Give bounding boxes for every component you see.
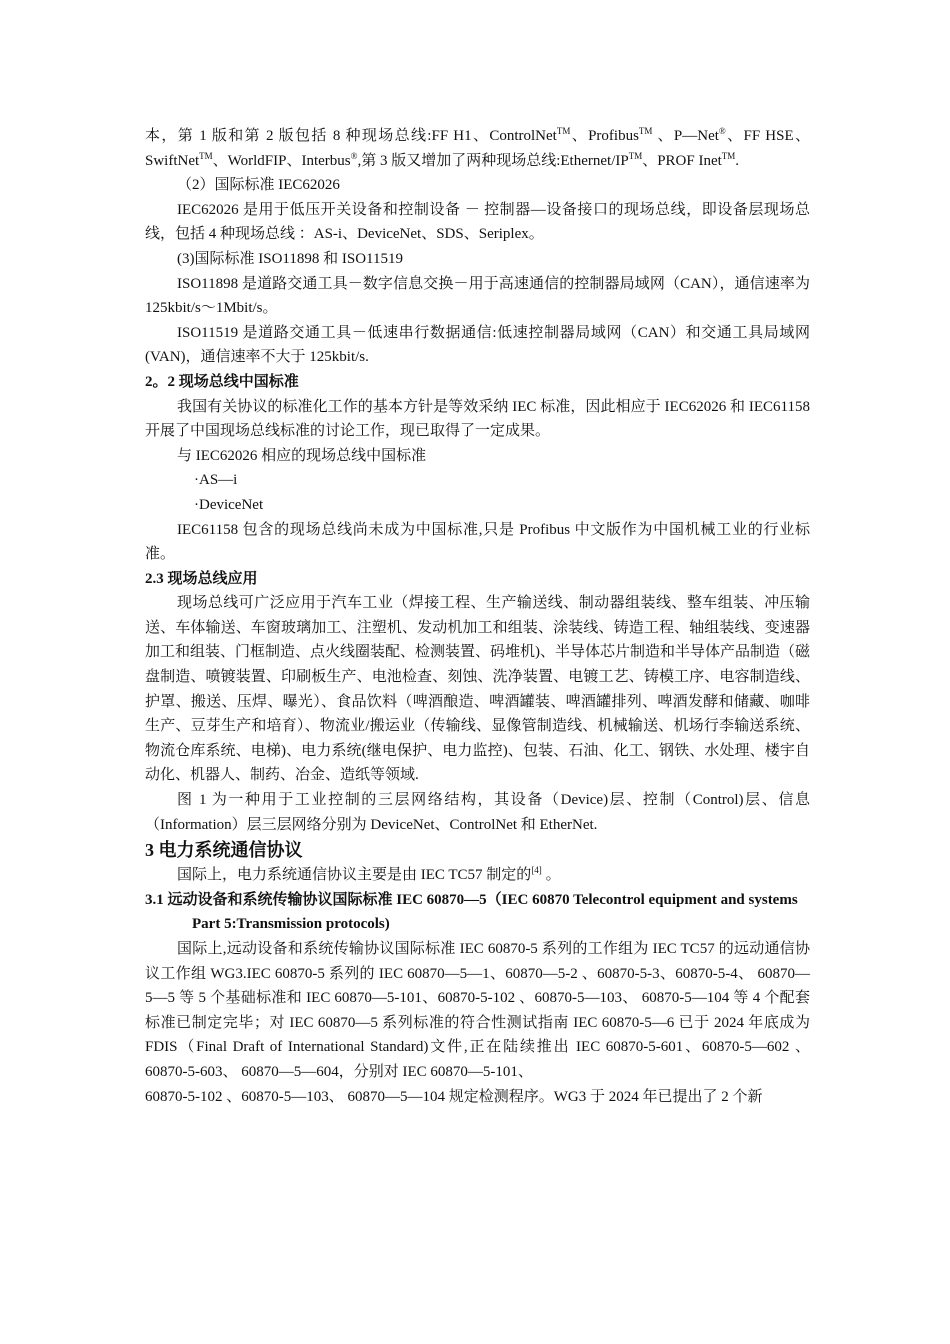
subsection-heading: 2。2 现场总线中国标准 (145, 373, 299, 390)
text-run: 、FF HSE、SwiftNet (145, 128, 810, 169)
body-paragraph: IEC62026 是用于低压开关设备和控制设备 － 控制器—设备接口的现场总线，即设备层现场总线，包括 4 种现场总线 ：AS-i、DeviceNet、SDS、Seriplex。 (145, 201, 810, 243)
body-paragraph: 现场总线可广泛应用于汽车工业（焊接工程、生产输送线、制动器组装线、整车组装、冲压输送、车体输送、车窗玻璃加工、注塑机、发动机加工和组装、涂装线、铸造工程、轴组装线、变速器加工和组装、门框制造、点火线圈装配、检测装置、码堆机)、半导体芯片制造和半导体产品制造（磁盘制造、喷镀装置、印刷板生产、电池检查、刻蚀、洗净装置、电镀工艺、铸模工序、电容制造线、护罩、搬送、压焊、曝光）、食品饮料（啤酒酿造、啤酒罐装、啤酒罐排列、啤酒发酵和储藏、咖啡生产、豆芽生产和培育）、物流业/搬运业（传输线、显像管制造线、机械输送、机场行李输送系统、物流仓库系统、电梯)、电力系统(继电保护、电力监控)、包装、石油、化工、钢铁、水处理、楼宇自动化、机器人、制药、冶金、造纸等领域. (145, 595, 810, 784)
subsection-heading: 3.1 远动设备和系统传输协议国际标准 IEC 60870—5（IEC 60870 Telecontrol equipment and systems Part 5:Transmission protocols) (145, 891, 798, 933)
superscript: TM (628, 150, 643, 161)
text-run: 国际上，电力系统通信协议主要是由 IEC TC57 制定的 (177, 867, 532, 884)
body-paragraph: 60870-5-102 、60870-5—103、 60870—5—104 规定检测程序。WG3 于 2024 年已提出了 2 个新 (145, 1088, 763, 1105)
bullet-item: ·DeviceNet (194, 496, 264, 513)
text-run: 、WorldFIP、Interbus (212, 152, 351, 169)
body-paragraph: ISO11898 是道路交通工具－数字信息交换－用于高速通信的控制器局域网（CAN），通信速率为 125kbit/s～1Mbit/s。 (145, 275, 810, 317)
body-paragraph: 我国有关协议的标准化工作的基本方针是等效采纳 IEC 标准，因此相应于 IEC62026 和 IEC61158 开展了中国现场总线标准的讨论工作，现已取得了一定成果。 (145, 398, 810, 440)
body-paragraph: IEC61158 包含的现场总线尚未成为中国标准,只是 Profibus 中文版作为中国机械工业的行业标准。 (145, 521, 810, 563)
body-paragraph: 国际上,远动设备和系统传输协议国际标准 IEC 60870-5 系列的工作组为 IEC TC57 的远动通信协议工作组 WG3.IEC 60870-5 系列的 IEC 60870—5—1、60870—5-2 、60870-5-3、60870-5-4、 60870—5—5 等 5 个基础标准和 IEC 60870—5-101、60870-5-102 、60870-5—103、 60870-5—104 等 4 个配套标准已制定完毕；对 IEC 60870—5 系列标准的符合性测试指南 IEC 60870-5—6 已于 2024 年底成为 FDIS（Final Draft of International Standard)文件,正在陆续推出 IEC 60870-5-601、60870-5—602 、60870-5-603、 60870—5—604，分别对 IEC 60870—5-101、 (145, 941, 810, 1080)
text-run: 、Profibus (570, 128, 639, 144)
superscript: [4] (531, 865, 542, 876)
superscript: TM (638, 126, 653, 136)
body-paragraph: ISO11519 是道路交通工具－低速串行数据通信:低速控制器局域网（CAN）和交通工具局域网(VAN)，通信速率不大于 125kbit/s. (145, 324, 810, 366)
text-run: ,第 3 版又增加了两种现场总线:Ethernet/IP (357, 152, 629, 169)
subsection-heading: 2.3 现场总线应用 (145, 570, 258, 587)
superscript: ® (350, 150, 358, 161)
section-heading: 3 电力系统通信协议 (145, 840, 303, 861)
text-run: 。 (541, 867, 561, 884)
document-body (145, 124, 810, 1109)
body-paragraph (145, 863, 810, 888)
superscript: TM (721, 150, 736, 161)
superscript: TM (199, 150, 213, 161)
superscript: ® (718, 126, 726, 136)
body-paragraph: (3)国际标准 ISO11898 和 ISO11519 (177, 250, 403, 267)
text-run: 、P—Net (652, 128, 719, 144)
body-paragraph: 图 1 为一种用于工业控制的三层网络结构，其设备（Device)层、控制（Control)层、信息（Information）层三层网络分别为 DeviceNet、ControlNet 和 EtherNet. (145, 792, 810, 833)
text-run: 本，第 1 版和第 2 版包括 8 种现场总线:FF H1、ControlNet (145, 128, 557, 144)
body-paragraph: （2）国际标准 IEC62026 (177, 177, 340, 194)
bullet-item: ·AS—i (194, 472, 238, 489)
body-paragraph (145, 124, 810, 173)
text-run: . (735, 152, 740, 169)
superscript: TM (556, 126, 571, 136)
text-run: 、PROF Inet (642, 152, 722, 169)
body-paragraph: 与 IEC62026 相应的现场总线中国标准 (177, 447, 427, 464)
